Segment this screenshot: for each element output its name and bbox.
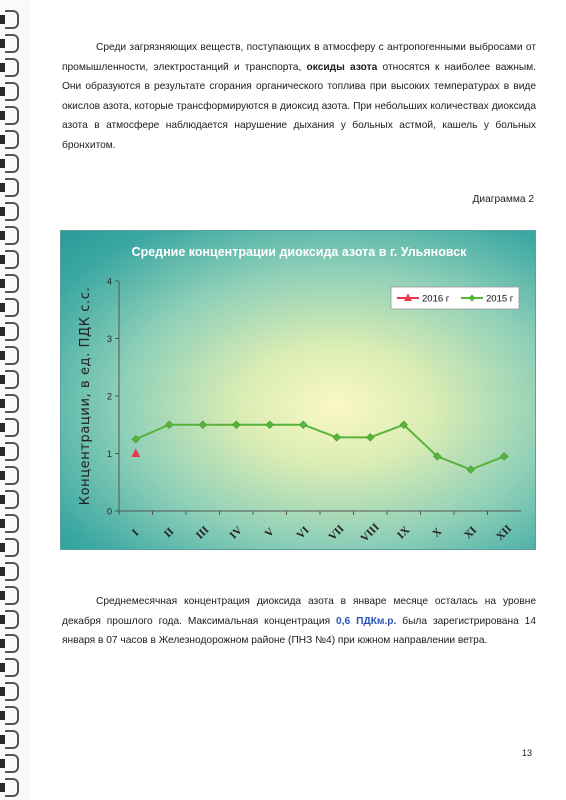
binding-ring: [5, 538, 19, 557]
legend-label: 2015 г: [486, 293, 514, 305]
x-tick-label: XII: [494, 522, 515, 543]
summary-text-1: Среднемесячная концентрация диоксида азота в январе месяце осталась на уровне декабря прошлого года. Максимальная концентрация: [62, 596, 536, 627]
binding-ring: [5, 322, 19, 341]
x-tick-label: I: [129, 527, 142, 539]
binding-ring: [5, 514, 19, 533]
y-tick-label: 1: [106, 449, 112, 459]
binding-ring: [5, 730, 19, 749]
binding-ring: [5, 586, 19, 605]
y-tick-label: 3: [106, 334, 112, 344]
binding-ring: [5, 658, 19, 677]
x-tick-label: III: [193, 524, 212, 542]
y-tick-label: 0: [106, 506, 112, 517]
page-number: 13: [521, 748, 532, 758]
summary-paragraph: [62, 592, 536, 651]
binding-ring: [5, 202, 19, 221]
y-tick-label: 2: [106, 391, 112, 402]
chart-panel: [60, 230, 536, 550]
intro-paragraph: [62, 38, 536, 156]
data-point: [132, 435, 140, 443]
data-point: [266, 421, 274, 429]
series-line-1: [136, 425, 505, 470]
binding-ring: [5, 370, 19, 389]
x-tick-label: VII: [326, 522, 347, 543]
x-tick-label: XI: [462, 524, 480, 542]
data-point: [467, 466, 475, 474]
x-tick-label: II: [161, 525, 177, 541]
intro-text-1: Среди загрязняющих веществ, поступающих в атмосферу с антропогенными выбросами от промышленности, электростанций и транспорта,: [62, 42, 536, 73]
binding-ring: [5, 634, 19, 653]
y-tick-label: 4: [106, 276, 112, 287]
binding-ring: [5, 250, 19, 269]
spiral-binding: [0, 0, 30, 800]
binding-ring: [5, 58, 19, 77]
x-tick-label: VIII: [358, 521, 382, 545]
summary-text-2: была зарегистрирована 14 января в 07 часов в Железнодорожном районе (ПНЗ №4) при южном направлении ветра.: [62, 615, 536, 647]
x-tick-label: IX: [395, 524, 413, 542]
intro-bold-term: оксиды азота: [306, 61, 378, 73]
data-point: [199, 421, 207, 429]
data-point: [232, 421, 240, 429]
binding-ring: [5, 298, 19, 317]
binding-ring: [5, 82, 19, 101]
diagram-label: Диаграмма 2: [472, 194, 534, 205]
binding-ring: [5, 394, 19, 413]
x-tick-label: IV: [227, 524, 245, 542]
data-point: [500, 452, 508, 460]
binding-ring: [5, 130, 19, 149]
binding-ring: [5, 106, 19, 125]
binding-ring: [5, 178, 19, 197]
binding-ring: [5, 562, 19, 581]
x-tick-label: VI: [294, 524, 312, 542]
data-point: [333, 433, 341, 441]
chart-title: Средние концентрации диоксида азота в г. Ульяновск: [131, 245, 467, 259]
data-point: [131, 449, 140, 458]
x-tick-label: V: [262, 525, 277, 540]
binding-ring: [5, 226, 19, 245]
y-axis-label: Концентрации, в ед. ПДК с.с.: [78, 286, 93, 506]
binding-ring: [5, 154, 19, 173]
binding-ring: [5, 346, 19, 365]
binding-ring: [5, 682, 19, 701]
data-point: [299, 421, 307, 429]
summary-highlight-value: 0,6 ПДКм.р.: [336, 615, 397, 627]
intro-text-2: относятся к наиболее важным. Они образуются в результате сгорания органического топлива при высоких температурах в виде окислов азота, которые трансформируются в диоксид азота. При небольших количествах диоксида азота в атмосфере наблюдается нарушение дыхания у больных астмой, кашель у больных бронхитом.: [62, 61, 537, 151]
data-point: [165, 421, 173, 429]
binding-ring: [5, 10, 19, 29]
binding-ring: [5, 442, 19, 461]
binding-ring: [5, 418, 19, 437]
binding-ring: [5, 490, 19, 509]
binding-ring: [5, 466, 19, 485]
x-tick-label: X: [430, 525, 445, 540]
binding-ring: [5, 706, 19, 725]
binding-ring: [5, 610, 19, 629]
data-point: [366, 433, 374, 441]
binding-ring: [5, 274, 19, 293]
binding-ring: [5, 754, 19, 773]
binding-ring: [5, 34, 19, 53]
no2-concentration-chart: [61, 231, 537, 551]
legend-label: 2016 г: [422, 293, 450, 305]
binding-ring: [5, 778, 19, 797]
